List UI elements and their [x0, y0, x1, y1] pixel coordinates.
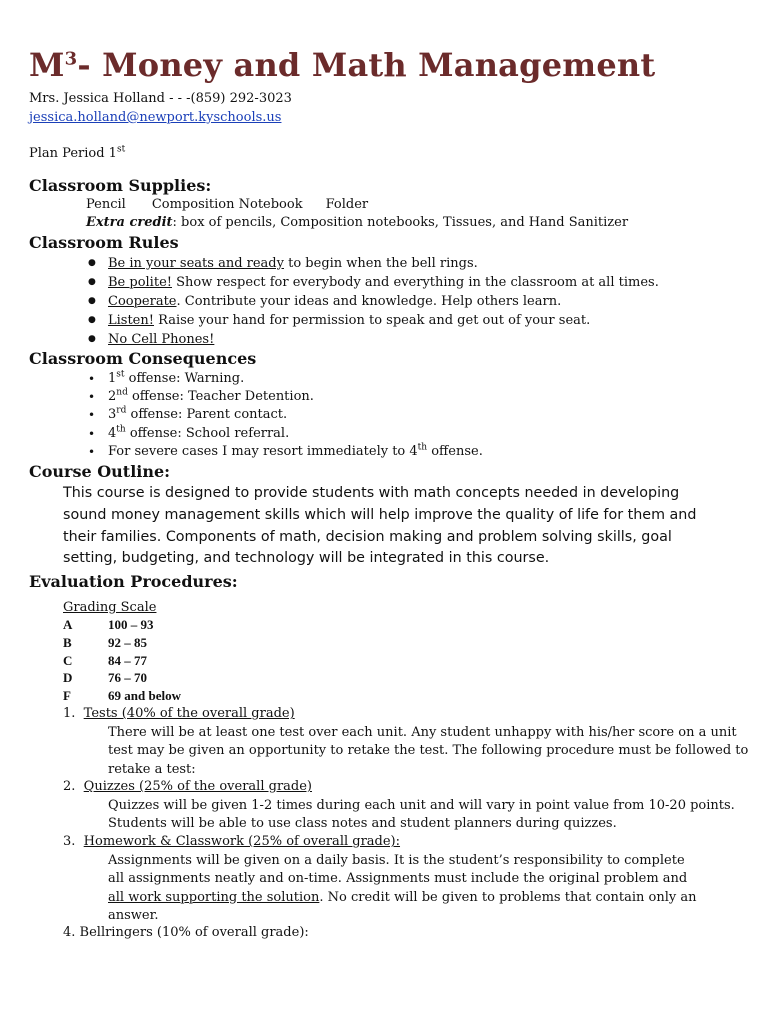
- list-item: • 2nd offense: Teacher Detention.: [88, 388, 483, 406]
- list-item: ● Cooperate. Contribute your ideas and knowledge. Help others learn.: [88, 292, 659, 311]
- grade-row: D 76 – 70: [63, 670, 147, 685]
- outline-text: This course is designed to provide students with math concepts needed in developing sound money management skills which will help improve the quality of life for them and their families. Components of math, decision making and problem solving skills, goal setting, budgeting, and technology will be integrated in this course.: [63, 485, 697, 567]
- rules-list: [88, 254, 659, 349]
- quizzes-text: Quizzes will be given 1-2 times during each unit and will vary in point value from 10-20 points. Students will be able to use class notes and student planners during quizzes.: [108, 798, 735, 832]
- list-item: • 3rd offense: Parent contact.: [88, 406, 483, 424]
- list-item: ● Be in your seats and ready to begin when the bell rings.: [88, 254, 659, 273]
- grade-row: A 100 – 93: [63, 617, 154, 632]
- teacher-contact: Mrs. Jessica Holland - - -(859) 292-3023: [29, 91, 292, 106]
- list-item: ● Be polite! Show respect for everybody and everything in the classroom at all times.: [88, 273, 659, 292]
- grade-row: B 92 – 85: [63, 635, 147, 650]
- page-title: $M^3-$ Money and Math Management: [29, 46, 656, 84]
- quizzes-title: 2. Quizzes (25% of the overall grade): [63, 779, 312, 794]
- outline-heading: Course Outline:: [29, 462, 171, 481]
- supplies-list: Pencil Composition Notebook Folder: [86, 197, 369, 212]
- list-item: ● Listen! Raise your hand for permission to speak and get out of your seat.: [88, 311, 659, 330]
- tests-title: 1. Tests (40% of the overall grade): [63, 706, 295, 721]
- evaluation-heading: Evaluation Procedures:: [29, 572, 238, 591]
- list-item: • For severe cases I may resort immediately to 4th offense.: [88, 443, 483, 461]
- bellringers-title: 4. Bellringers (10% of overall grade):: [63, 925, 309, 940]
- consequences-list: [88, 370, 483, 461]
- email-link[interactable]: jessica.holland@newport.kyschools.us: [29, 110, 282, 125]
- list-item: ● No Cell Phones!: [88, 330, 659, 349]
- list-item: • 1st offense: Warning.: [88, 370, 483, 388]
- grade-row: F 69 and below: [63, 688, 181, 703]
- consequences-heading: Classroom Consequences: [29, 349, 257, 368]
- rules-heading: Classroom Rules: [29, 233, 179, 252]
- homework-title: 3. Homework & Classwork (25% of overall grade):: [63, 834, 401, 849]
- plan-period: Plan Period 1st: [29, 144, 126, 161]
- supplies-heading: Classroom Supplies:: [29, 176, 212, 195]
- tests-text: There will be at least one test over each unit. Any student unhappy with his/her score on a unit test may be given an opportunity to retake the test. The following procedure must be followed to retake a test:: [108, 725, 749, 777]
- grade-row: C 84 – 77: [63, 653, 147, 668]
- extra-credit: Extra credit: box of pencils, Composition notebooks, Tissues, and Hand Sanitizer: [86, 215, 629, 230]
- homework-text: Assignments will be given on a daily basis. It is the student’s responsibility to complete all assignments neatly and on-time. Assignments must include the original problem and all work supporting the solution. No credit will be given to problems that contain only an answer.: [108, 853, 697, 923]
- grading-scale-label: Grading Scale: [63, 600, 157, 615]
- list-item: • 4th offense: School referral.: [88, 425, 483, 443]
